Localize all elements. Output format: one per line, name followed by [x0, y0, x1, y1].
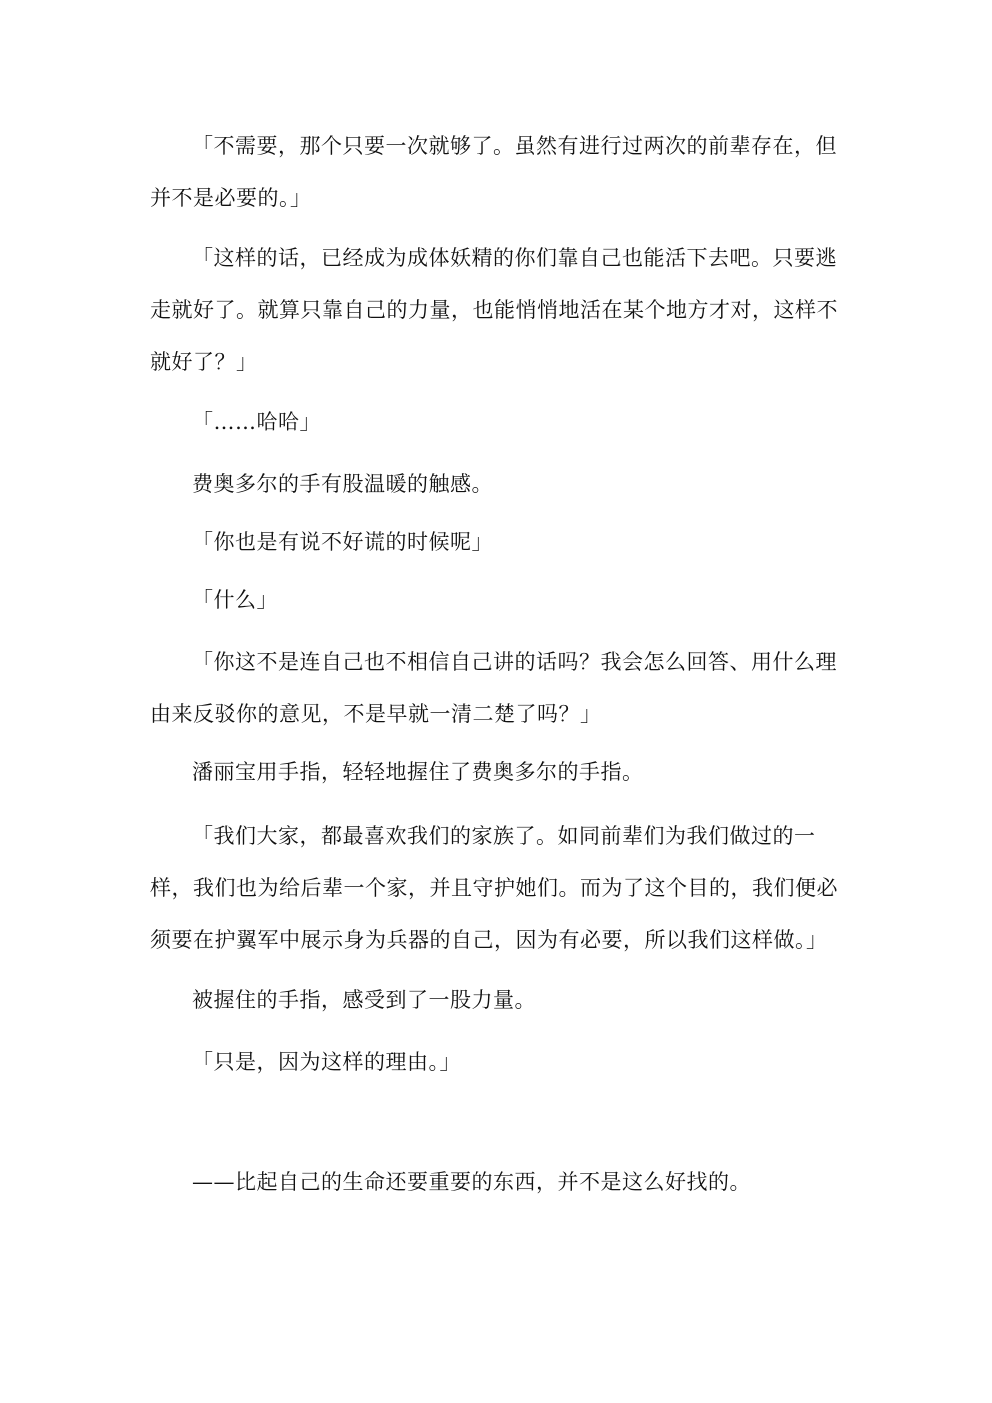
paragraph-2: 「这样的话，已经成为成体妖精的你们靠自己也能活下去吧。只要逃走就好了。就算只靠自己的力量，也能悄悄地活在某个地方才对，这样不就好了？」 — [150, 246, 838, 374]
paragraph-4: 费奥多尔的手有股温暖的触感。 — [192, 472, 493, 496]
paragraph-12: ——比起自己的生命还要重要的东西，并不是这么好找的。 — [192, 1170, 751, 1194]
paragraph-10: 被握住的手指，感受到了一股力量。 — [192, 988, 536, 1012]
paragraph-3: 「……哈哈」 — [192, 410, 321, 434]
paragraph-1: 「不需要，那个只要一次就够了。虽然有进行过两次的前辈存在，但并不是必要的。」 — [150, 134, 837, 210]
paragraph-11: 「只是，因为这样的理由。」 — [192, 1050, 461, 1074]
paragraph-7: 「你这不是连自己也不相信自己讲的话吗？我会怎么回答、用什么理由来反驳你的意见，不是早就一清二楚了吗？」 — [150, 650, 837, 726]
paragraph-9: 「我们大家，都最喜欢我们的家族了。如同前辈们为我们做过的一样，我们也为给后辈一个家，并且守护她们。而为了这个目的，我们便必须要在护翼军中展示身为兵器的自己，因为有必要，所以我们这样做。」 — [150, 824, 838, 952]
paragraph-8: 潘丽宝用手指，轻轻地握住了费奥多尔的手指。 — [192, 760, 644, 784]
paragraph-5: 「你也是有说不好谎的时候呢」 — [192, 530, 493, 554]
paragraph-6: 「什么」 — [192, 588, 278, 612]
